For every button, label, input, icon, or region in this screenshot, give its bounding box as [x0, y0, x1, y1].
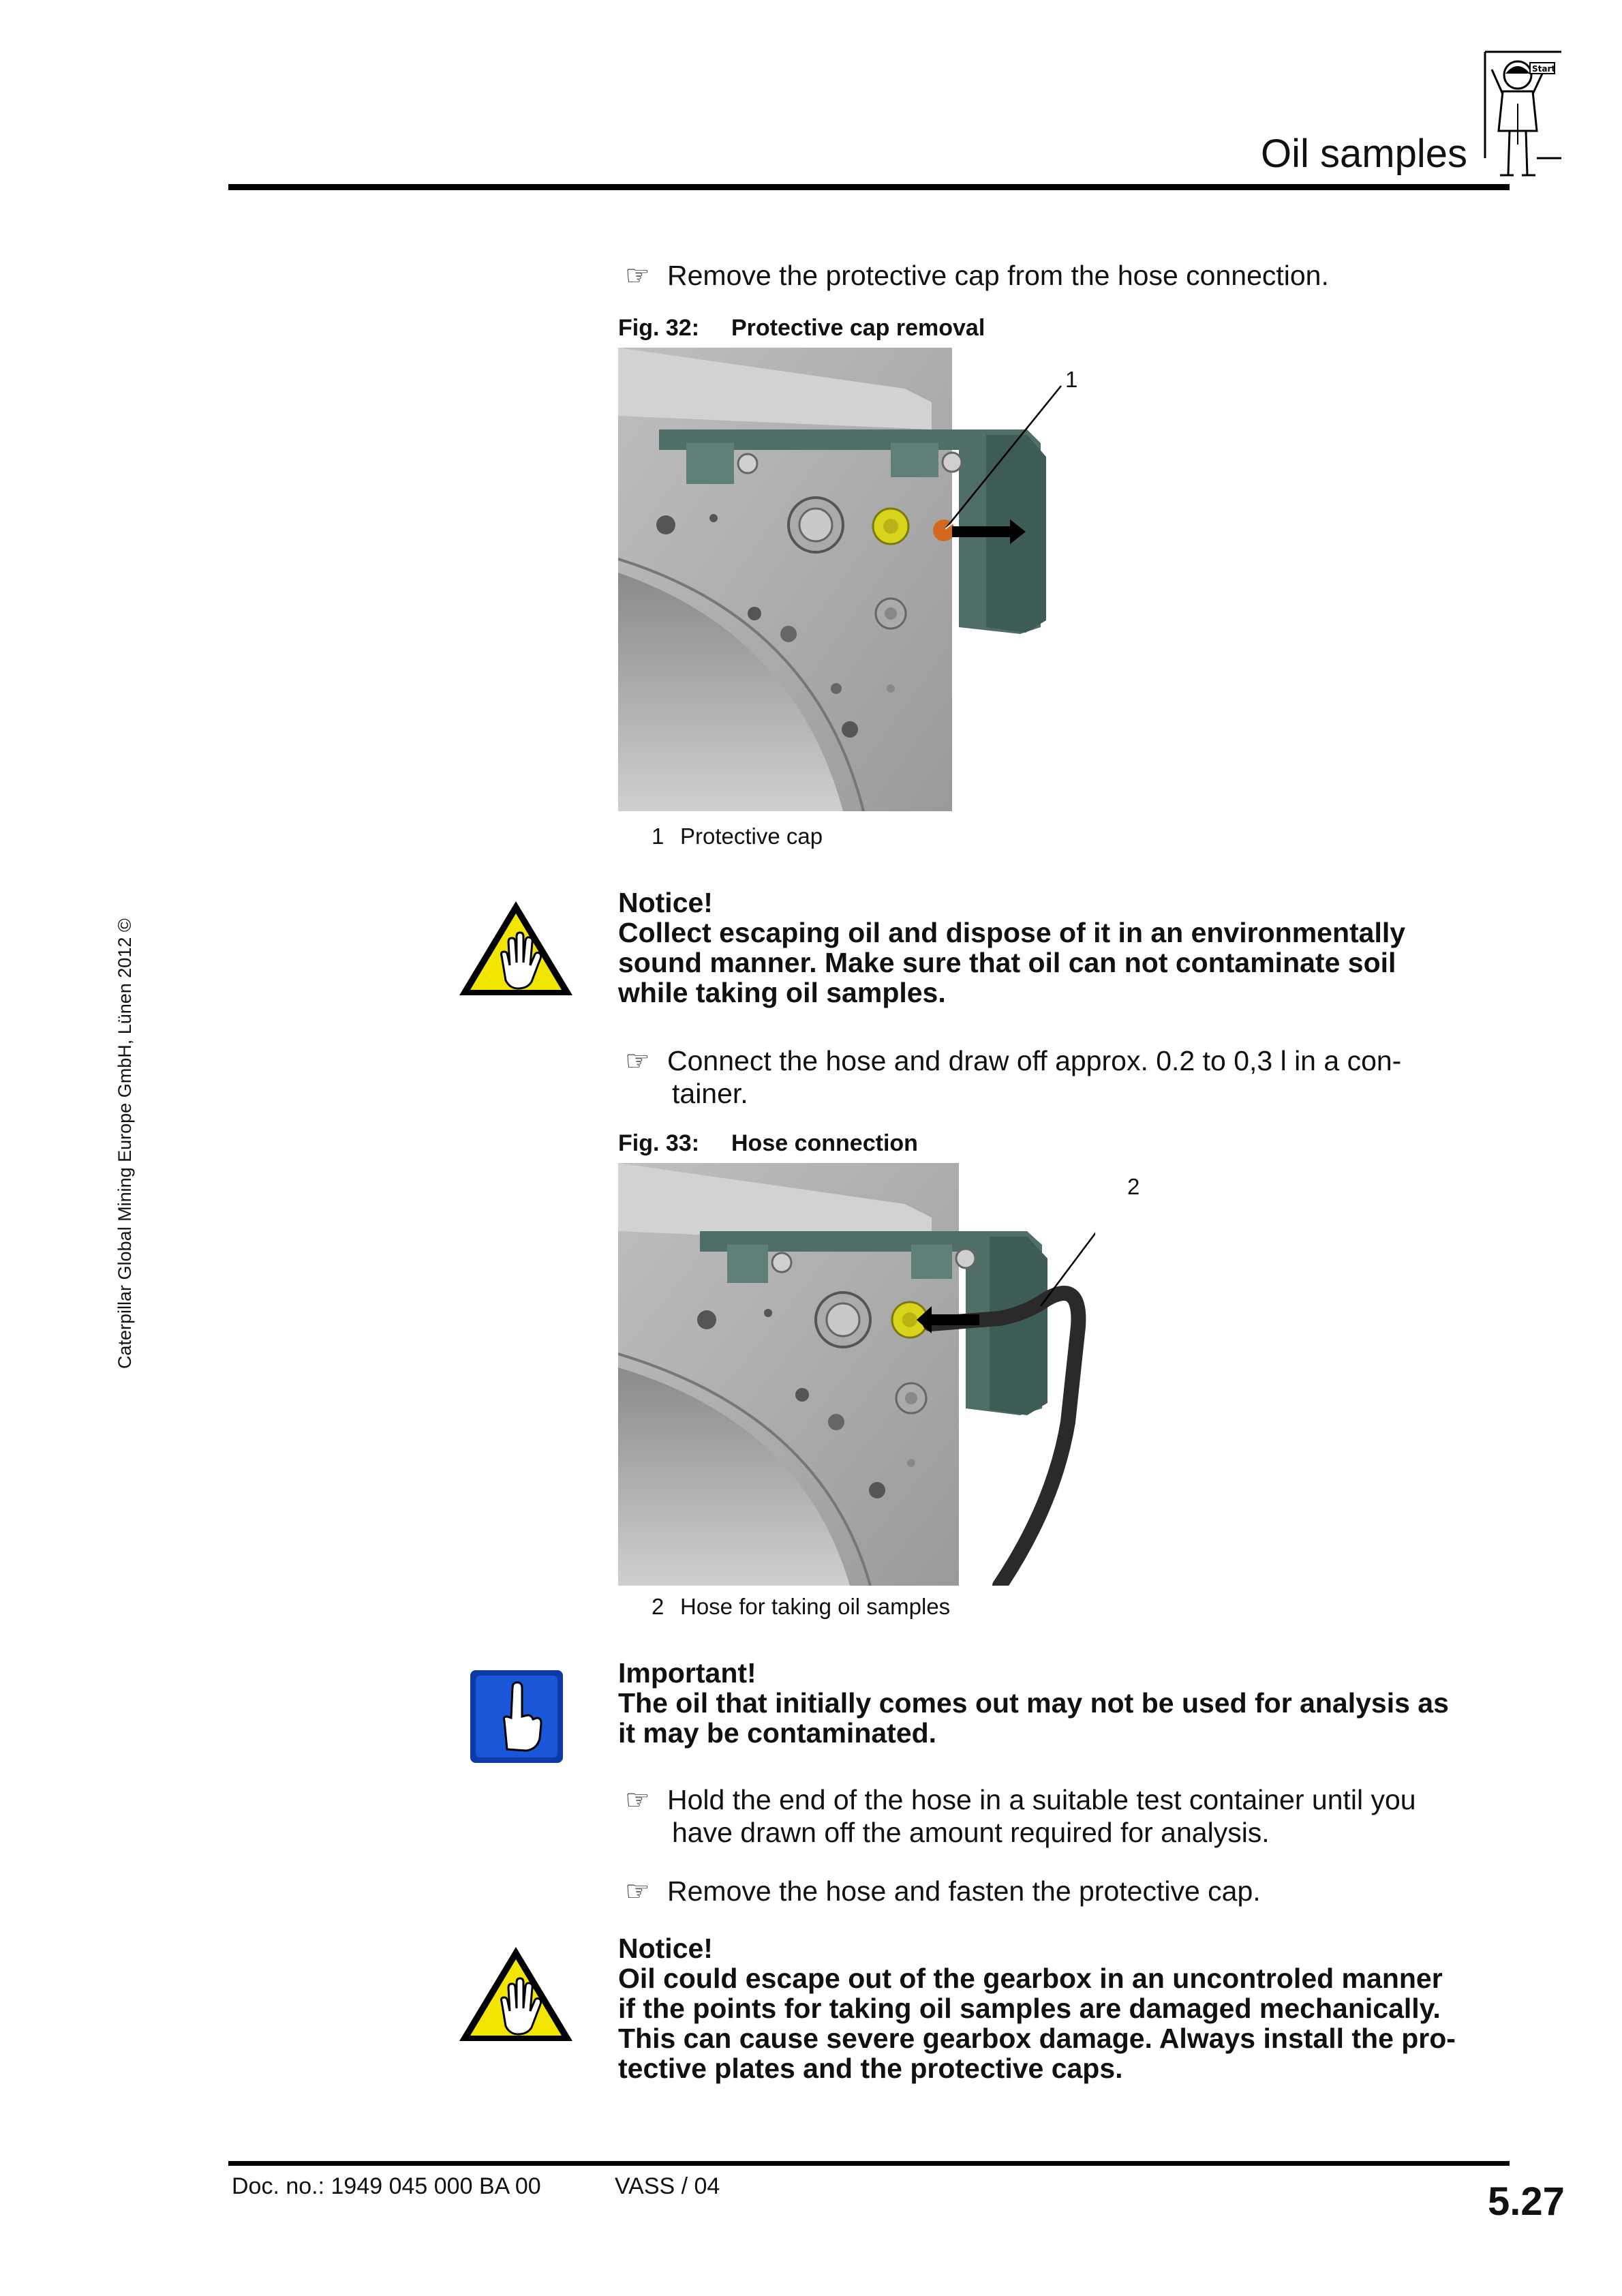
pointing-hand-icon: ☞	[625, 1875, 650, 1907]
legend-text: Hose for taking oil samples	[680, 1594, 951, 1619]
svg-text:Start: Start	[1532, 64, 1556, 74]
figure-caption	[618, 315, 985, 342]
doc-number: Doc. no.: 1949 045 000 BA 00	[232, 2173, 541, 2199]
figure-caption	[618, 1130, 918, 1157]
notice-line: This can cause severe gearbox damage. Always install the pro-	[618, 2023, 1456, 2054]
figure-image-hose-connection	[618, 1163, 1095, 1586]
legend-number: 2	[652, 1594, 664, 1619]
notice-line: Oil could escape out of the gearbox in an uncontroled manner	[618, 1963, 1443, 1994]
copyright-note: Caterpillar Global Mining Europe GmbH, Lünen 2012 ©	[114, 918, 135, 1369]
notice-line: while taking oil samples.	[618, 977, 946, 1008]
step-text: Connect the hose and draw off approx. 0.2 to 0,3 l in a con-	[667, 1045, 1402, 1076]
important-line: The oil that initially comes out may not be used for analysis as	[618, 1687, 1449, 1719]
step-text-continued: have drawn off the amount required for analysis.	[672, 1817, 1270, 1848]
page-title: Oil samples	[1261, 132, 1467, 176]
important-heading: Important!	[618, 1657, 756, 1689]
notice-line: Collect escaping oil and dispose of it in an environmentally	[618, 917, 1406, 948]
instruction-step	[625, 1875, 1261, 1907]
pointing-hand-icon: ☞	[625, 260, 650, 291]
figure-callout: 2	[1127, 1174, 1140, 1199]
notice-line: if the points for taking oil samples are damaged mechanically.	[618, 1993, 1441, 2024]
important-line: it may be contaminated.	[618, 1717, 937, 1749]
instruction-step	[625, 1044, 1401, 1077]
notice-body	[618, 1963, 1456, 2083]
notice-line: sound manner. Make sure that oil can not contaminate soil	[618, 947, 1396, 978]
warning-hand-icon	[457, 1943, 576, 2045]
notice-heading: Notice!	[618, 887, 713, 918]
start-manual-logo-icon	[1482, 49, 1564, 185]
figure-number: Fig. 32:	[618, 315, 700, 341]
pointing-hand-icon: ☞	[625, 1045, 650, 1076]
step-text: Hold the end of the hose in a suitable test container until you	[667, 1784, 1416, 1815]
page-number: 5.27	[1488, 2179, 1565, 2224]
header-rule	[228, 184, 1510, 190]
instruction-step	[625, 1783, 1416, 1816]
pointing-hand-icon: ☞	[625, 1784, 650, 1815]
figure-legend	[652, 824, 823, 849]
instruction-step	[625, 259, 1329, 292]
pointing-finger-icon	[469, 1669, 564, 1764]
doc-version: VASS / 04	[615, 2173, 720, 2199]
step-text: Remove the protective cap from the hose connection.	[667, 260, 1329, 291]
step-text: Remove the hose and fasten the protective cap.	[667, 1875, 1261, 1907]
figure-image-cap-removal	[618, 348, 1095, 811]
notice-body	[618, 918, 1405, 1008]
figure-callout: 1	[1065, 367, 1078, 392]
notice-line: tective plates and the protective caps.	[618, 2053, 1123, 2084]
legend-number: 1	[652, 824, 664, 849]
notice-heading: Notice!	[618, 1933, 713, 1964]
figure-title: Protective cap removal	[731, 315, 985, 341]
figure-title: Hose connection	[731, 1130, 918, 1156]
warning-hand-icon	[457, 897, 576, 999]
step-text-continued: tainer.	[672, 1078, 748, 1109]
important-body	[618, 1688, 1449, 1748]
figure-number: Fig. 33:	[618, 1130, 700, 1156]
footer-rule	[228, 2161, 1510, 2166]
figure-legend	[652, 1594, 950, 1620]
legend-text: Protective cap	[680, 824, 823, 849]
